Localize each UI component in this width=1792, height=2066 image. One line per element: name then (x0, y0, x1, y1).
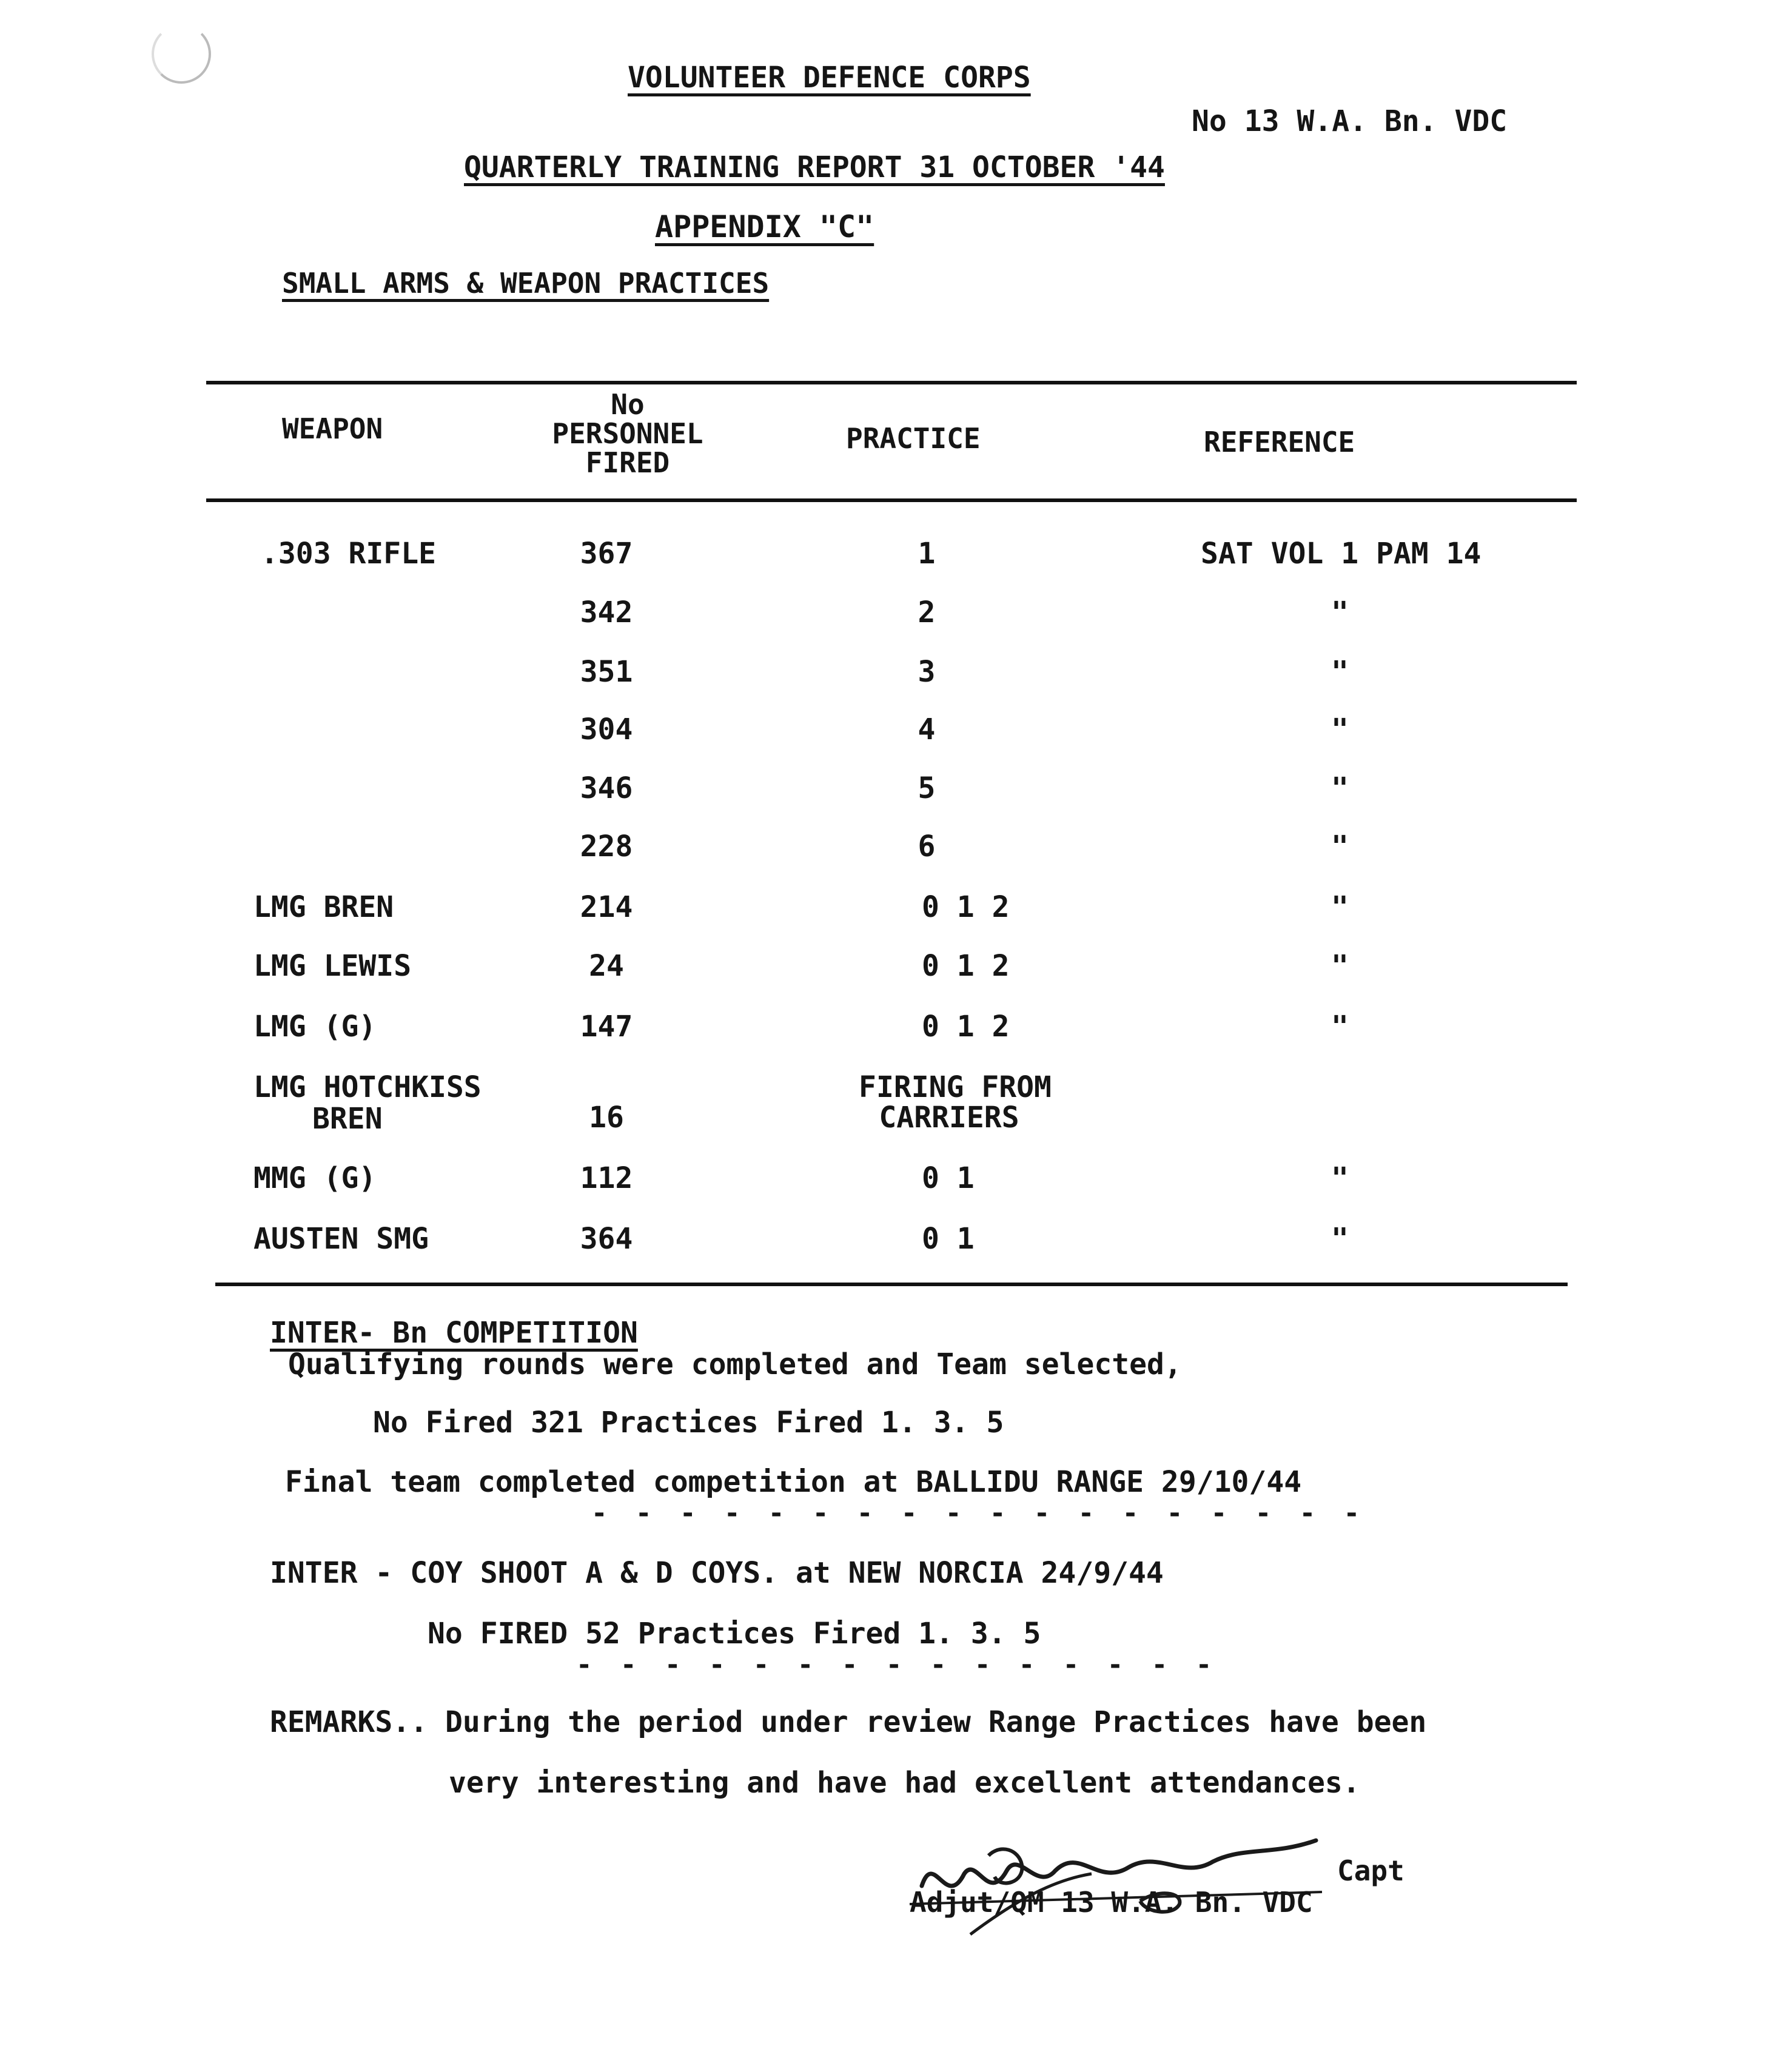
reference-cell: " (1331, 1161, 1349, 1195)
competition-line-1: Qualifying rounds were completed and Team selected, (288, 1347, 1182, 1381)
coy-shoot-fired: No FIRED 52 Practices Fired 1. 3. 5 (428, 1617, 1041, 1651)
practice-cell: 1 (918, 537, 936, 571)
separator-dashes-2: - - - - - - - - - - - - - - - (576, 1649, 1218, 1680)
practice-cell: 0 1 (922, 1161, 975, 1195)
personnel-fired-cell: 351 (580, 655, 633, 689)
header-practice: PRACTICE (846, 422, 981, 455)
table-top-rule (206, 381, 1577, 384)
personnel-fired-cell: 112 (580, 1161, 633, 1195)
header-personnel-fired: FIRED (585, 446, 670, 479)
separator-dashes-1: - - - - - - - - - - - - - - - - - - (591, 1498, 1366, 1529)
signature-rank: Capt (1337, 1854, 1404, 1887)
competition-line-3: Final team completed competition at BALLIDU RANGE 29/10/44 (285, 1465, 1302, 1499)
reference-cell: " (1331, 713, 1349, 746)
handwritten-signature (898, 1813, 1334, 1953)
remarks-line-1: REMARKS.. During the period under review Range Practices have been (270, 1705, 1427, 1739)
competition-line-2: No Fired 321 Practices Fired 1. 3. 5 (373, 1406, 1004, 1440)
weapon-cell-line-2: BREN (312, 1102, 383, 1136)
weapon-cell: LMG HOTCHKISS (253, 1070, 482, 1104)
personnel-fired-cell: 367 (580, 537, 633, 571)
report-title: QUARTERLY TRAINING REPORT 31 OCTOBER '44 (464, 150, 1165, 184)
coy-shoot-line: INTER - COY SHOOT A & D COYS. at NEW NORCIA 24/9/44 (270, 1556, 1164, 1590)
practice-cell-line-2: CARRIERS (879, 1101, 1019, 1135)
header-personnel-no: No (611, 388, 645, 421)
practice-cell: 5 (918, 771, 936, 805)
practice-cell: FIRING FROM (859, 1070, 1052, 1104)
personnel-fired-cell: 364 (580, 1222, 633, 1256)
reference-cell: " (1331, 1222, 1349, 1256)
weapon-cell: LMG LEWIS (253, 949, 412, 983)
weapon-cell: LMG BREN (253, 890, 394, 924)
reference-cell: SAT VOL 1 PAM 14 (1201, 537, 1482, 571)
reference-cell: " (1331, 1010, 1349, 1044)
weapon-cell: .303 RIFLE (261, 537, 436, 571)
punch-hole (152, 24, 211, 84)
section-title: SMALL ARMS & WEAPON PRACTICES (282, 267, 770, 300)
practice-cell: 0 1 (922, 1222, 975, 1256)
personnel-fired-cell: 346 (580, 771, 633, 805)
practice-cell: 4 (918, 713, 936, 746)
signature-title: Adjut/QM 13 W.A. Bn. VDC (910, 1886, 1313, 1919)
remarks-line-2: very interesting and have had excellent attendances. (449, 1766, 1360, 1800)
table-header-rule (206, 498, 1577, 502)
reference-cell: " (1331, 949, 1349, 983)
weapon-cell: LMG (G) (253, 1010, 377, 1044)
competition-heading: INTER- Bn COMPETITION (270, 1316, 638, 1350)
personnel-fired-cell: 147 (580, 1010, 633, 1044)
header-reference: REFERENCE (1204, 426, 1355, 458)
reference-cell: " (1331, 890, 1349, 924)
practice-cell: 3 (918, 655, 936, 689)
table-bottom-rule (215, 1283, 1568, 1286)
practice-cell: 6 (918, 830, 936, 864)
unit-designation: No 13 W.A. Bn. VDC (1192, 104, 1508, 138)
practice-cell: 0 1 2 (922, 949, 1010, 983)
header-personnel: PERSONNEL (552, 417, 703, 450)
practice-cell: 0 1 2 (922, 890, 1010, 924)
personnel-fired-cell: 16 (589, 1101, 624, 1135)
reference-cell: " (1331, 771, 1349, 805)
personnel-fired-cell: 228 (580, 830, 633, 864)
personnel-fired-cell: 24 (589, 949, 624, 983)
weapon-cell: MMG (G) (253, 1161, 377, 1195)
personnel-fired-cell: 214 (580, 890, 633, 924)
reference-cell: " (1331, 830, 1349, 864)
appendix-label: APPENDIX "C" (655, 209, 874, 244)
page-title: VOLUNTEER DEFENCE CORPS (628, 61, 1031, 95)
practice-cell: 0 1 2 (922, 1010, 1010, 1044)
weapon-cell: AUSTEN SMG (253, 1222, 429, 1256)
header-weapon: WEAPON (282, 412, 383, 445)
reference-cell: " (1331, 655, 1349, 689)
practice-cell: 2 (918, 595, 936, 629)
personnel-fired-cell: 342 (580, 595, 633, 629)
reference-cell: " (1331, 595, 1349, 629)
personnel-fired-cell: 304 (580, 713, 633, 746)
